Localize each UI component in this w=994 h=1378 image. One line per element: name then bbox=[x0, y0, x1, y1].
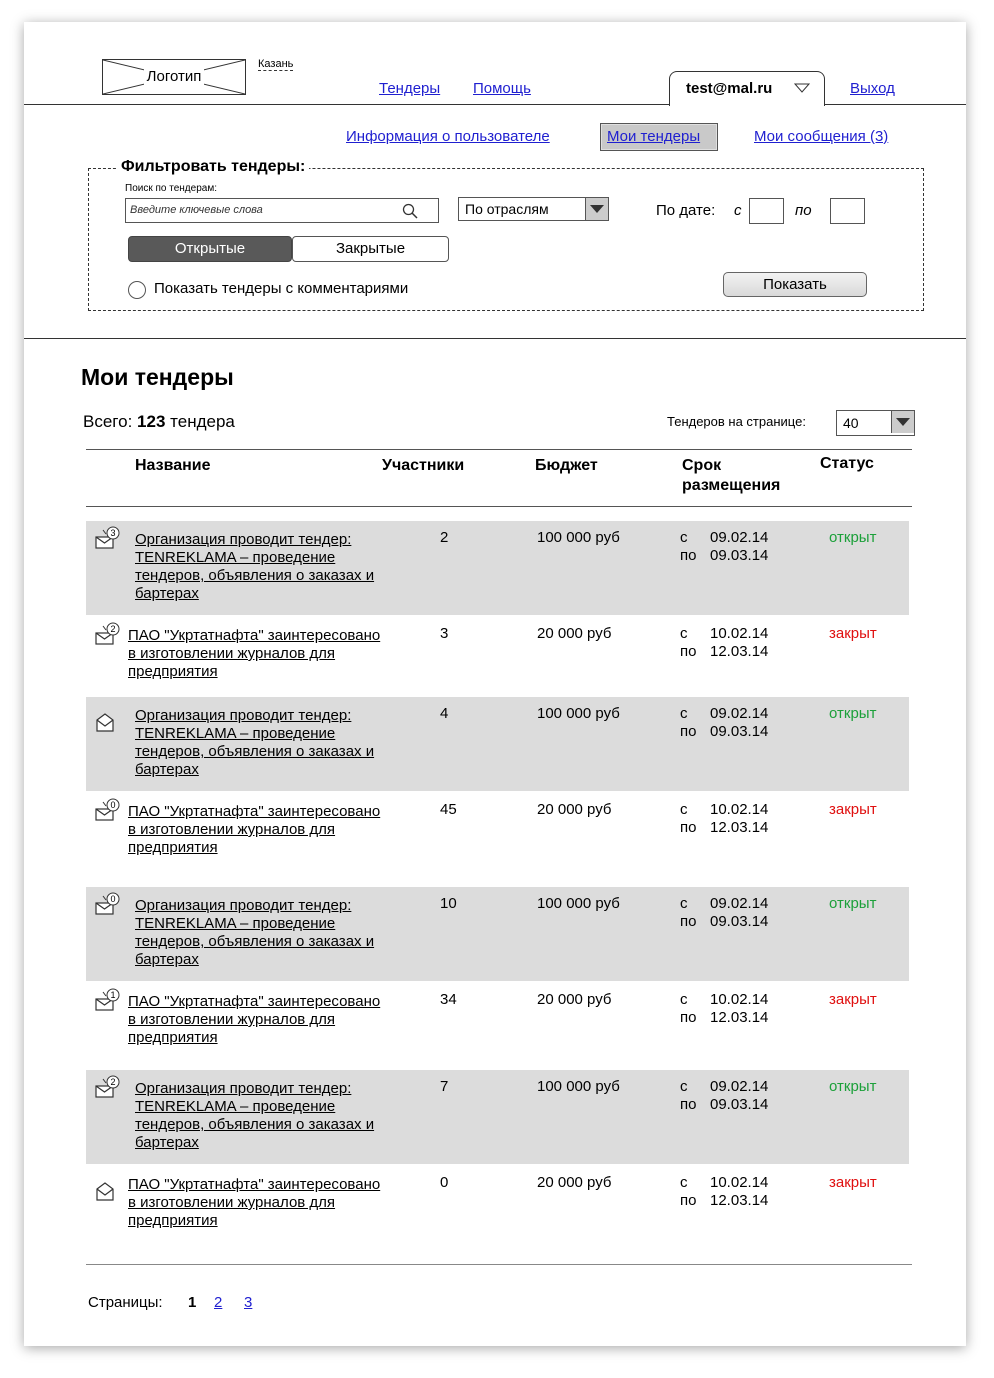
date-to-label: по bbox=[680, 723, 697, 740]
date-to-label: по bbox=[680, 1192, 697, 1209]
tender-name-link[interactable]: ПАО "Укртатнафта" заинтересовано в изготовлении журналов для предприятия bbox=[128, 993, 381, 1046]
budget-cell: 100 000 руб bbox=[537, 1078, 620, 1095]
date-to-label: по bbox=[680, 819, 697, 836]
budget-cell: 100 000 руб bbox=[537, 529, 620, 546]
per-page-label: Тендеров на странице: bbox=[667, 414, 806, 429]
date-from-label: с bbox=[680, 1174, 688, 1191]
status-badge: закрыт bbox=[829, 625, 877, 642]
date-from-label: с bbox=[734, 202, 742, 219]
search-field[interactable] bbox=[125, 198, 439, 223]
date-to-label: по bbox=[795, 202, 812, 219]
logo-text: Логотип bbox=[144, 68, 205, 85]
tender-name-cell bbox=[135, 531, 397, 603]
table-row bbox=[86, 1070, 909, 1164]
envelope-unread-icon[interactable] bbox=[94, 1074, 122, 1100]
participants-cell: 10 bbox=[440, 895, 457, 912]
date-from-label: с bbox=[680, 705, 688, 722]
segment-closed[interactable] bbox=[292, 236, 449, 262]
search-icon[interactable] bbox=[402, 203, 418, 219]
column-header-status: Статус bbox=[820, 455, 874, 472]
tender-name-link[interactable]: Организация проводит тендер: TENREKLAMA – проведение тендеров, объявления о заказах и бартерах bbox=[135, 897, 375, 968]
date-from-value: 10.02.14 bbox=[710, 1174, 769, 1191]
date-to-label: по bbox=[680, 547, 697, 564]
page-2[interactable]: 2 bbox=[214, 1294, 223, 1311]
table-header-bottom-border bbox=[86, 506, 912, 507]
tender-name-link[interactable]: ПАО "Укртатнафта" заинтересовано в изготовлении журналов для предприятия bbox=[128, 1176, 381, 1229]
table-header-top-border bbox=[86, 449, 912, 450]
logo[interactable] bbox=[102, 59, 246, 95]
page-3[interactable]: 3 bbox=[244, 1294, 253, 1311]
chevron-down-icon bbox=[589, 204, 605, 214]
account-email: test@mal.ru bbox=[686, 80, 773, 97]
date-from-label: с bbox=[680, 991, 688, 1008]
date-to-value: 12.03.14 bbox=[710, 1009, 769, 1026]
total-suffix: тендера bbox=[170, 412, 235, 431]
show-button[interactable] bbox=[723, 272, 867, 297]
status-badge: закрыт bbox=[829, 1174, 877, 1191]
date-from-label: с bbox=[680, 625, 688, 642]
table-row bbox=[86, 521, 909, 615]
page-sheet bbox=[24, 22, 966, 1346]
envelope-unread-icon[interactable] bbox=[94, 525, 122, 551]
page-1[interactable]: 1 bbox=[188, 1294, 197, 1311]
date-from-value: 09.02.14 bbox=[710, 1078, 769, 1095]
period-cell bbox=[680, 705, 768, 741]
tender-name-cell bbox=[128, 1176, 390, 1230]
budget-cell: 100 000 руб bbox=[537, 895, 620, 912]
industry-select-arrow[interactable] bbox=[585, 198, 608, 220]
budget-cell: 100 000 руб bbox=[537, 705, 620, 722]
account-menu[interactable] bbox=[669, 71, 825, 106]
date-to-value: 09.03.14 bbox=[710, 547, 769, 564]
svg-text:2: 2 bbox=[110, 624, 116, 634]
my-messages-link[interactable]: Мои сообщения (3) bbox=[754, 128, 889, 145]
search-caption: Поиск по тендерам: bbox=[125, 183, 217, 194]
date-to-label: по bbox=[680, 643, 697, 660]
date-to-value: 09.03.14 bbox=[710, 1096, 769, 1113]
participants-cell: 3 bbox=[440, 625, 449, 642]
date-from-value: 10.02.14 bbox=[710, 801, 769, 818]
industry-select-value: По отраслям bbox=[465, 201, 549, 217]
status-badge: закрыт bbox=[829, 801, 877, 818]
participants-cell: 0 bbox=[440, 1174, 449, 1191]
table-row bbox=[86, 983, 909, 1063]
status-badge: закрыт bbox=[829, 991, 877, 1008]
logout-link[interactable]: Выход bbox=[850, 80, 895, 97]
svg-text:3: 3 bbox=[110, 528, 116, 538]
total-prefix: Всего: bbox=[83, 412, 133, 431]
status-badge: открыт bbox=[829, 895, 877, 912]
page-title: Мои тендеры bbox=[81, 364, 234, 390]
table-row bbox=[86, 793, 909, 885]
period-cell bbox=[680, 991, 768, 1027]
date-filter-label: По дате: bbox=[656, 202, 716, 219]
date-from-label: с bbox=[680, 895, 688, 912]
comments-radio[interactable] bbox=[128, 281, 146, 299]
column-header-budget: Бюджет bbox=[535, 457, 598, 474]
industry-select[interactable] bbox=[458, 197, 609, 221]
table-row bbox=[86, 1166, 909, 1246]
svg-text:0: 0 bbox=[110, 894, 116, 904]
budget-cell: 20 000 руб bbox=[537, 991, 612, 1008]
period-cell bbox=[680, 801, 768, 837]
date-from-value: 09.02.14 bbox=[710, 529, 769, 546]
city-selector[interactable]: Казань bbox=[258, 58, 294, 70]
segment-open-label: Открытые bbox=[174, 240, 246, 257]
status-badge: открыт bbox=[829, 705, 877, 722]
tender-name-cell bbox=[135, 1080, 397, 1152]
envelope-unread-icon[interactable] bbox=[94, 797, 122, 823]
chevron-down-icon bbox=[794, 83, 810, 93]
section-divider bbox=[24, 338, 966, 339]
period-cell bbox=[680, 1078, 768, 1114]
date-to-value: 09.03.14 bbox=[710, 723, 769, 740]
total-number: 123 bbox=[137, 412, 166, 431]
tender-name-cell bbox=[128, 627, 390, 681]
table-row bbox=[86, 697, 909, 791]
date-to-label: по bbox=[680, 1096, 697, 1113]
tender-name-link[interactable]: ПАО "Укртатнафта" заинтересовано в изготовлении журналов для предприятия bbox=[128, 803, 381, 856]
segment-closed-label: Закрытые bbox=[335, 240, 406, 257]
tender-name-cell bbox=[128, 803, 390, 857]
budget-cell: 20 000 руб bbox=[537, 625, 612, 642]
envelope-unread-icon[interactable] bbox=[94, 987, 122, 1013]
date-from-label: с bbox=[680, 801, 688, 818]
tender-name-link[interactable]: ПАО "Укртатнафта" заинтересовано в изготовлении журналов для предприятия bbox=[128, 627, 381, 680]
per-page-select[interactable] bbox=[836, 410, 915, 436]
date-from-value: 10.02.14 bbox=[710, 991, 769, 1008]
date-to-value: 12.03.14 bbox=[710, 819, 769, 836]
column-header-period: Срок размещения bbox=[682, 457, 781, 494]
svg-text:1: 1 bbox=[110, 990, 116, 1000]
column-header-participants: Участники bbox=[382, 457, 465, 474]
date-to-value: 12.03.14 bbox=[710, 1192, 769, 1209]
date-to-input[interactable] bbox=[830, 198, 865, 224]
tender-name-link[interactable]: Организация проводит тендер: TENREKLAMA – проведение тендеров, объявления о заказах и бартерах bbox=[135, 707, 375, 778]
my-tenders-label: Мои тендеры bbox=[607, 128, 701, 145]
date-from-value: 09.02.14 bbox=[710, 895, 769, 912]
per-page-arrow[interactable] bbox=[891, 411, 914, 433]
show-button-label: Показать bbox=[763, 276, 827, 293]
participants-cell: 7 bbox=[440, 1078, 449, 1095]
period-cell bbox=[680, 529, 768, 565]
nav-help[interactable]: Помощь bbox=[473, 80, 531, 97]
svg-text:2: 2 bbox=[110, 1077, 116, 1087]
period-cell bbox=[680, 895, 768, 931]
nav-tenders[interactable]: Тендеры bbox=[379, 80, 441, 97]
participants-cell: 45 bbox=[440, 801, 457, 818]
total-count bbox=[83, 412, 235, 432]
date-to-value: 12.03.14 bbox=[710, 643, 769, 660]
date-from-label: с bbox=[680, 529, 688, 546]
participants-cell: 4 bbox=[440, 705, 449, 722]
tender-name-link[interactable]: Организация проводит тендер: TENREKLAMA – проведение тендеров, объявления о заказах и бартерах bbox=[135, 1080, 375, 1151]
date-from-value: 10.02.14 bbox=[710, 625, 769, 642]
envelope-unread-icon[interactable] bbox=[94, 891, 122, 917]
date-to-label: по bbox=[680, 1009, 697, 1026]
my-tenders-tab[interactable] bbox=[600, 123, 718, 151]
table-row bbox=[86, 617, 909, 695]
budget-cell: 20 000 руб bbox=[537, 801, 612, 818]
pagination-label: Страницы: bbox=[88, 1294, 163, 1311]
date-from-input[interactable] bbox=[749, 198, 784, 224]
list-bottom-divider bbox=[86, 1264, 912, 1265]
comments-radio-label: Показать тендеры с комментариями bbox=[154, 280, 409, 297]
date-to-label: по bbox=[680, 913, 697, 930]
user-info-link[interactable]: Информация о пользователе bbox=[346, 128, 550, 145]
filter-title: Фильтровать тендеры: bbox=[117, 158, 309, 176]
participants-cell: 2 bbox=[440, 529, 449, 546]
table-row bbox=[86, 887, 909, 981]
period-cell bbox=[680, 1174, 768, 1210]
budget-cell: 20 000 руб bbox=[537, 1174, 612, 1191]
date-from-value: 09.02.14 bbox=[710, 705, 769, 722]
period-cell bbox=[680, 625, 768, 661]
status-badge: открыт bbox=[829, 1078, 877, 1095]
envelope-open-icon[interactable] bbox=[94, 711, 122, 737]
tender-name-cell bbox=[135, 707, 397, 779]
segment-open[interactable] bbox=[128, 236, 292, 262]
tender-name-link[interactable]: Организация проводит тендер: TENREKLAMA – проведение тендеров, объявления о заказах и бартерах bbox=[135, 531, 375, 602]
status-badge: открыт bbox=[829, 529, 877, 546]
tender-name-cell bbox=[135, 897, 397, 969]
per-page-value: 40 bbox=[843, 415, 859, 431]
date-to-value: 09.03.14 bbox=[710, 913, 769, 930]
participants-cell: 34 bbox=[440, 991, 457, 1008]
envelope-open-icon[interactable] bbox=[94, 1180, 122, 1206]
svg-text:0: 0 bbox=[110, 800, 116, 810]
chevron-down-icon bbox=[895, 417, 911, 427]
envelope-unread-icon[interactable] bbox=[94, 621, 122, 647]
column-header-name: Название bbox=[135, 457, 211, 474]
date-from-label: с bbox=[680, 1078, 688, 1095]
tender-name-cell bbox=[128, 993, 390, 1047]
search-input[interactable] bbox=[130, 202, 400, 218]
